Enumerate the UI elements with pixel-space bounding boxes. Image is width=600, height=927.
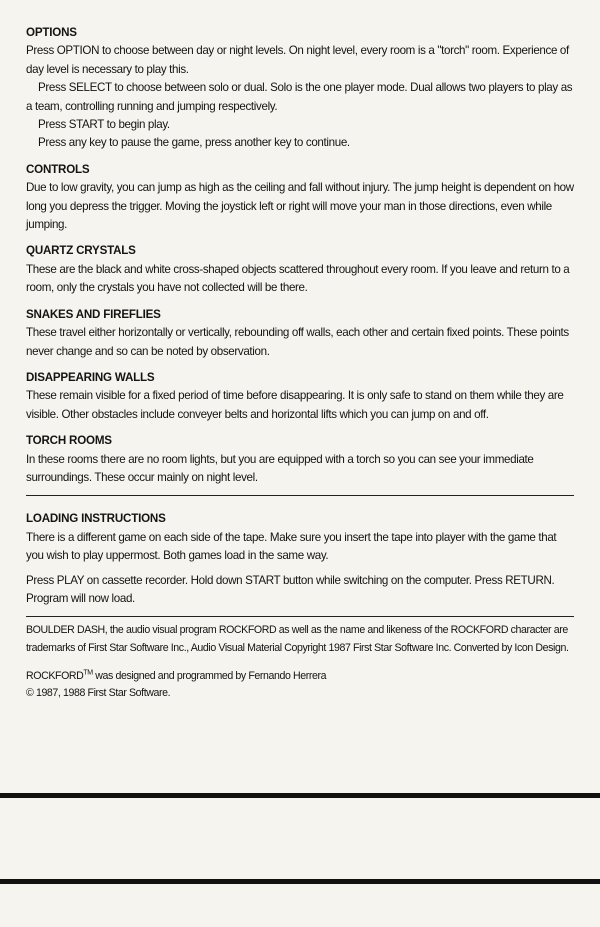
section-torch-rooms xyxy=(26,432,576,487)
section-heading-loading-instructions: LOADING INSTRUCTIONS xyxy=(26,512,166,526)
loading-paragraph-2: Press PLAY on cassette recorder. Hold down START button while switching on the computer. Press RETURN. Program will now load. xyxy=(26,573,555,605)
torch-rooms-paragraph: In these rooms there are no room lights, but you are equipped with a torch so you can see your immediate surroundings. These occur mainly on night level. xyxy=(26,452,534,484)
instruction-page xyxy=(26,24,576,703)
options-paragraph-1: Press OPTION to choose between day or night levels. On night level, every room is a "torch" room. Experience of day level is necessary to play this. xyxy=(26,44,569,76)
copyright-notice: © 1987, 1988 First Star Software. xyxy=(26,687,171,700)
section-loading-instructions xyxy=(26,510,576,608)
trademark-notice: BOULDER DASH, the audio visual program ROCKFORD as well as the name and likeness of the ROCKFORD character are trademarks of First Star Software Inc., Audio Visual Material Copyright 1987 First Star Software Inc. Converted by Icon Design. xyxy=(26,624,569,654)
controls-paragraph: Due to low gravity, you can jump as high as the ceiling and fall without injury. The jump height is dependent on how long you depress the trigger. Moving the joystick left or right will move your man in those directions, even while jumping. xyxy=(26,181,574,232)
divider xyxy=(26,616,574,617)
loading-paragraph-1: There is a different game on each side of the tape. Make sure you insert the tape into player with the game that you wish to play uppermost. Both games load in the same way. xyxy=(26,530,557,563)
section-snakes-fireflies xyxy=(26,306,576,361)
quartz-crystals-paragraph: These are the black and white cross-shaped objects scattered throughout every room. If you leave and return to a room, only the crystals you have not collected will be there. xyxy=(26,262,570,295)
divider xyxy=(26,495,574,496)
legal-notice xyxy=(26,622,576,702)
section-heading-torch-rooms: TORCH ROOMS xyxy=(26,434,112,448)
section-options xyxy=(26,24,576,153)
section-heading-options: OPTIONS xyxy=(26,26,77,39)
page-rule-bottom xyxy=(0,879,600,884)
options-paragraph-3: Press START to begin play. xyxy=(38,118,170,132)
page-rule-top xyxy=(0,793,600,798)
author-credit xyxy=(26,668,576,686)
options-paragraph-4: Press any key to pause the game, press another key to continue. xyxy=(38,136,350,150)
disappearing-walls-paragraph: These remain visible for a fixed period of time before disappearing. It is only safe to stand on them while they are visible. Other obstacles include conveyer belts and horizontal lifts which you can jump on and off. xyxy=(26,389,564,421)
section-heading-controls: CONTROLS xyxy=(26,162,90,176)
trademark-symbol: TM xyxy=(83,669,93,677)
section-quartz-crystals xyxy=(26,242,576,297)
section-disappearing-walls xyxy=(26,369,576,424)
section-heading-disappearing-walls: DISAPPEARING WALLS xyxy=(26,370,155,384)
options-paragraph-2: Press SELECT to choose between solo or dual. Solo is the one player mode. Dual allows two players to play as a team, controlling running and jumping respectively. xyxy=(26,81,573,113)
snakes-fireflies-paragraph: These travel either horizontally or vertically, rebounding off walls, each other and certain fixed points. These points never change and so can be noted by observation. xyxy=(26,326,569,358)
credit-text: was designed and programmed by Fernando Herrera xyxy=(92,669,327,682)
section-heading-snakes-fireflies: SNAKES AND FIREFLIES xyxy=(26,307,161,321)
section-controls xyxy=(26,161,576,235)
section-heading-quartz-crystals: QUARTZ CRYSTALS xyxy=(26,244,136,258)
credit-name: ROCKFORD xyxy=(26,669,84,682)
